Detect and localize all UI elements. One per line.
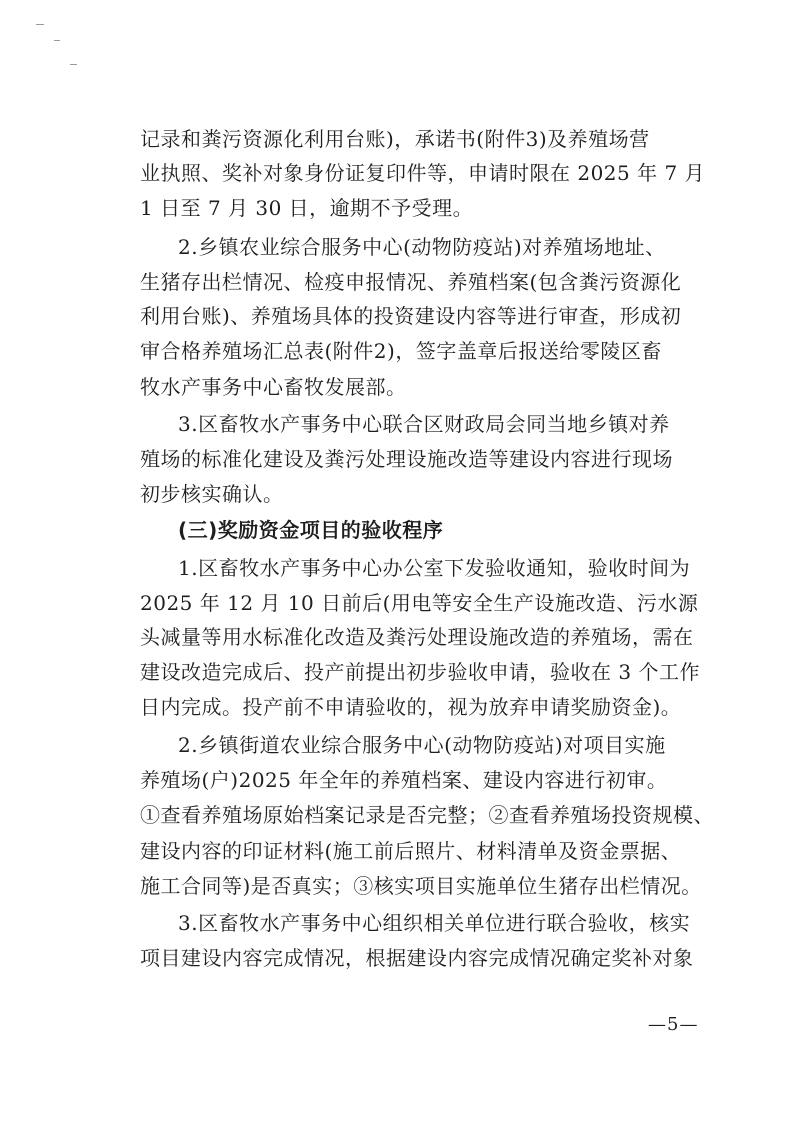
scan-speck: [54, 40, 60, 41]
text-line: [0, 938, 793, 978]
line-text: 养殖场(户)2025 年全年的养殖档案、建设内容进行初审。: [140, 768, 668, 792]
text-line: [0, 725, 793, 765]
text-line: [0, 474, 793, 514]
page-number: —5—: [648, 1014, 699, 1035]
line-text: 殖场的标准化建设及粪污处理设施改造等建设内容进行现场: [140, 447, 673, 471]
text-line: [0, 331, 793, 371]
text-line: [0, 188, 793, 228]
text-line: [0, 367, 793, 407]
text-line: [0, 617, 793, 657]
line-text: 牧水产事务中心畜牧发展部。: [140, 375, 407, 399]
line-text: 建设内容的印证材料(施工前后照片、材料清单及资金票据、: [140, 839, 682, 863]
line-text: 项目建设内容完成情况，根据建设内容完成情况确定奖补对象: [140, 946, 694, 970]
line-text: 施工合同等)是否真实；③核实项目实施单位生猪存出栏情况。: [140, 874, 702, 898]
line-text: 2.乡镇农业综合服务中心(动物防疫站)对养殖场地址、: [178, 235, 666, 259]
text-line: [0, 795, 793, 835]
line-text: 头减量等用水标准化改造及粪污处理设施改造的养殖场，需在: [140, 625, 694, 649]
text-line: [0, 296, 793, 336]
line-text: ①查看养殖场原始档案记录是否完整；②查看养殖场投资规模、: [140, 803, 714, 827]
text-line: [0, 227, 793, 267]
line-text: 2.乡镇街道农业综合服务中心(动物防疫站)对项目实施: [178, 733, 666, 757]
heading-text: (三)奖励资金项目的验收程序: [178, 518, 444, 542]
line-text: 记录和粪污资源化利用台账)，承诺书(附件3)及养殖场营: [140, 127, 650, 151]
line-text: 建设改造完成后、投产前提出初步验收申请，验收在 3 个工作: [140, 660, 700, 684]
line-text: 3.区畜牧水产事务中心联合区财政局会同当地乡镇对养: [178, 412, 670, 436]
line-text: 利用台账)、养殖场具体的投资建设内容等进行审查，形成初: [140, 304, 682, 328]
text-line: [0, 404, 793, 444]
scan-speck: [36, 24, 44, 25]
line-text: 审合格养殖场汇总表(附件2)，签字盖章后报送给零陵区畜: [140, 339, 662, 363]
text-line: [0, 652, 793, 692]
line-text: 1 日至 7 月 30 日，逾期不予受理。: [140, 196, 474, 220]
line-text: 初步核实确认。: [140, 482, 284, 506]
line-text: 2025 年 12 月 10 日前后(用电等安全生产设施改造、污水源: [140, 591, 699, 615]
line-text: 生猪存出栏情况、检疫申报情况、养殖档案(包含粪污资源化: [140, 270, 682, 294]
line-text: 1.区畜牧水产事务中心办公室下发验收通知，验收时间为: [178, 556, 691, 580]
text-line: [0, 439, 793, 479]
text-line: [0, 903, 793, 943]
text-line: [0, 548, 793, 588]
text-line: [0, 687, 793, 727]
text-line: [0, 153, 793, 193]
line-text: 业执照、奖补对象身份证复印件等，申请时限在 2025 年 7 月: [140, 161, 706, 185]
line-text: 日内完成。投产前不申请验收的，视为放弃申请奖励资金)。: [140, 695, 682, 719]
text-line: [0, 760, 793, 800]
text-line: [0, 831, 793, 871]
scan-speck: [70, 64, 77, 65]
text-line: [0, 866, 793, 906]
line-text: 3.区畜牧水产事务中心组织相关单位进行联合验收，核实: [178, 911, 691, 935]
section-heading: [0, 510, 793, 550]
